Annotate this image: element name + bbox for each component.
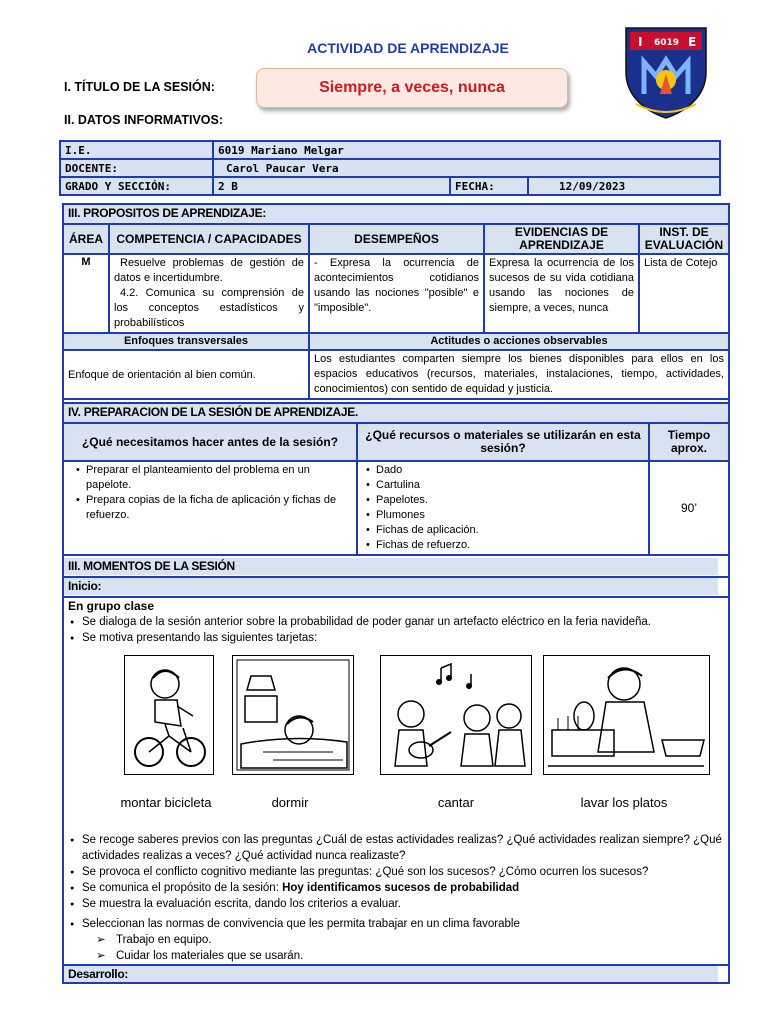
card-caption: cantar xyxy=(437,795,475,810)
approach-header: Enfoques transversales xyxy=(63,333,309,350)
dishes-card-image xyxy=(543,655,710,775)
purpose-prefix: Se comunica el propósito de la sesión: xyxy=(82,882,283,894)
bicycle-card-image xyxy=(124,655,214,775)
singing-card-image xyxy=(380,655,532,775)
list-item: • Papelotes. xyxy=(376,493,644,508)
start-bullet xyxy=(68,880,724,896)
resources-list xyxy=(362,463,644,553)
list-item: • Cartulina xyxy=(376,478,644,493)
start-content xyxy=(68,598,722,646)
norm-item: ➢ Trabajo en equipo. xyxy=(68,932,724,948)
moments-heading: III. MOMENTOS DE LA SESIÓN xyxy=(64,558,718,575)
col-evidence: EVIDENCIAS DE APRENDIZAJE xyxy=(484,224,639,254)
time-cell: 90’ xyxy=(649,461,729,555)
col-performance: DESEMPEÑOS xyxy=(309,224,484,254)
start-bullet: ● Se dialoga de la sesión anterior sobre la probabilidad de poder ganar un artefacto eléctrico en la feria navideña. xyxy=(68,614,722,630)
start-bullet: ● Seleccionan las normas de convivencia que les permita trabajar en un clima favorable xyxy=(68,916,724,932)
date-value: 12/09/2023 xyxy=(528,177,720,195)
competence-text: Resuelve problemas de gestión de datos e incertidumbre. xyxy=(114,257,304,284)
start-bullet: ● Se recoge saberes previos con las preguntas ¿Cuál de estas actividades realizas? ¿Qué actividades realizan siempre? ¿Qué actividades realizas a veces? ¿Qué actividad nunca realizaste? xyxy=(68,832,724,864)
list-item: • Dado xyxy=(376,463,644,478)
attitude-cell: Los estudiantes comparten siempre los bienes disponibles para ellos en los espacios educativos (recursos, materiales, instalaciones, tiempo, actividades, conocimientos) con sentido de equidad y justicia. xyxy=(309,350,729,399)
col-competence: COMPETENCIA / CAPACIDADES xyxy=(109,224,309,254)
area-cell: M xyxy=(63,254,109,333)
approach-cell: Enfoque de orientación al bien común. xyxy=(63,350,309,399)
start-content-continued xyxy=(68,832,724,964)
info-section-label: II. DATOS INFORMATIVOS: xyxy=(64,113,224,127)
ie-label: I.E. xyxy=(60,141,213,159)
before-list xyxy=(68,463,352,523)
attitudes-header: Actitudes o acciones observables xyxy=(309,333,729,350)
start-bullet: ● Se muestra la evaluación escrita, dando los criterios a evaluar. xyxy=(68,896,724,912)
purposes-table xyxy=(62,203,730,400)
svg-text:6019: 6019 xyxy=(654,38,680,48)
capacity-text: 4.2. Comunica su comprensión de los conceptos estadísticos y probabilísticos xyxy=(114,287,304,329)
performance-cell: - Expresa la ocurrencia de acontecimientos cotidianos usando las nociones "posible" e "imposible". xyxy=(309,254,484,333)
group-label: En grupo clase xyxy=(68,599,155,613)
evidence-cell: Expresa la ocurrencia de los sucesos de su vida cotidiana usando las nociones de siempre, a veces, nunca xyxy=(484,254,639,333)
start-label: Inicio: xyxy=(64,578,718,595)
col-before: ¿Qué necesitamos hacer antes de la sesión? xyxy=(63,423,357,461)
col-resources: ¿Qué recursos o materiales se utilizarán en esta sesión? xyxy=(357,423,649,461)
start-bullet: ● Se provoca el conflicto cognitivo mediante las preguntas: ¿Qué son los sucesos? ¿Cómo ocurren los sucesos? xyxy=(68,864,724,880)
grade-label: GRADO Y SECCIÓN: xyxy=(60,177,213,195)
instrument-cell: Lista de Cotejo xyxy=(639,254,729,333)
norm-item: ➢ Cuidar los materiales que se usarán. xyxy=(68,948,724,964)
list-item: • Preparar el planteamiento del problema en un papelote. xyxy=(86,463,352,493)
preparation-table xyxy=(62,402,730,556)
preparation-heading: IV. PREPARACION DE LA SESIÓN DE APRENDIZAJE. xyxy=(63,403,729,423)
card-caption: lavar los platos xyxy=(580,795,668,810)
purposes-heading: III. PROPOSITOS DE APRENDIZAJE: xyxy=(63,204,729,224)
school-crest-icon xyxy=(620,24,712,120)
col-area: ÁREA xyxy=(63,224,109,254)
list-item: • Fichas de aplicación. xyxy=(376,523,644,538)
session-title-box: Siempre, a veces, nunca xyxy=(256,68,568,108)
sleeping-card-image xyxy=(232,655,354,775)
list-item: • Prepara copias de la ficha de aplicación y fichas de refuerzo. xyxy=(86,493,352,523)
list-item: • Plumones xyxy=(376,508,644,523)
grade-value: 2 B xyxy=(213,177,450,195)
teacher-value: Carol Paucar Vera xyxy=(213,159,720,177)
svg-text:E: E xyxy=(688,35,697,49)
development-label: Desarrollo: xyxy=(64,966,718,982)
session-purpose: Hoy identificamos sucesos de probabilidad xyxy=(282,882,520,894)
card-caption: dormir xyxy=(271,795,309,810)
document-title: ACTIVIDAD DE APRENDIZAJE xyxy=(307,40,509,56)
ie-value: 6019 Mariano Melgar xyxy=(213,141,720,159)
svg-text:I: I xyxy=(638,35,643,49)
card-caption: montar bicicleta xyxy=(120,795,212,810)
teacher-label: DOCENTE: xyxy=(60,159,213,177)
list-item: • Fichas de refuerzo. xyxy=(376,538,644,553)
col-time: Tiempo aprox. xyxy=(649,423,729,461)
date-label: FECHA: xyxy=(450,177,528,195)
start-bullet: ● Se motiva presentando las siguientes tarjetas: xyxy=(68,630,722,646)
info-table xyxy=(59,140,721,196)
session-title-label: I. TÍTULO DE LA SESIÓN: xyxy=(64,80,215,94)
col-instrument: INST. DE EVALUACIÓN xyxy=(639,224,729,254)
